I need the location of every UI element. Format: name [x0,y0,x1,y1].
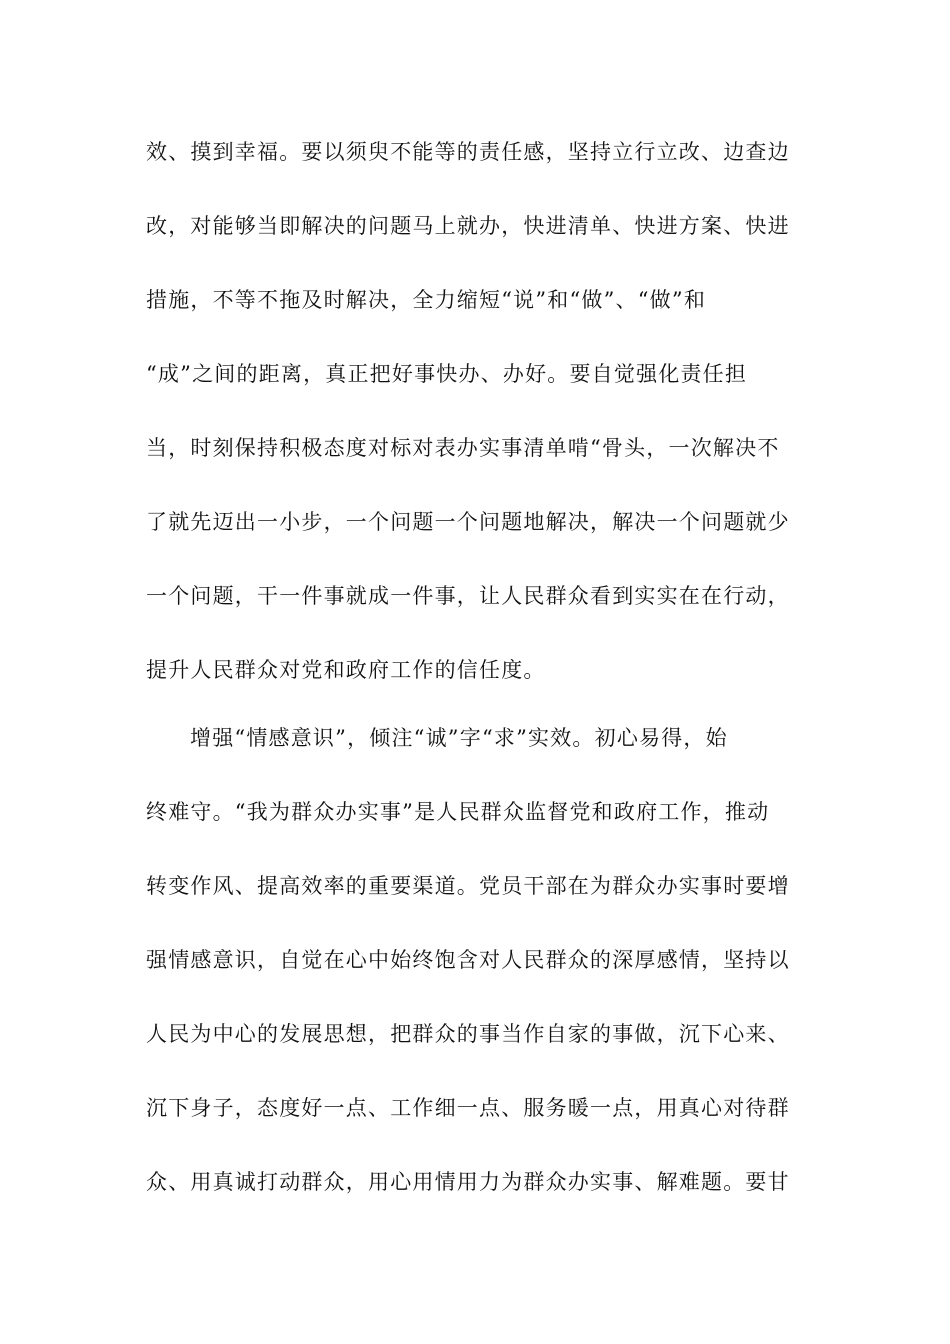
paragraph-first-line: 增强“情感意识”，倾注“诚”字“求”实效。初心易得，始 [190,726,728,750]
body-text-line: 当，时刻保持积极态度对标对表办实事清单啃“骨头，一次解决不 [146,436,780,460]
body-text-line: 提升人民群众对党和政府工作的信任度。 [146,658,546,682]
body-text-line: 一个问题，干一件事就成一件事，让人民群众看到实实在在行动， [146,584,790,608]
body-text-line: 效、摸到幸福。要以须臾不能等的责任感，坚持立行立改、边查边 [146,140,790,164]
body-text-line: 转变作风、提高效率的重要渠道。党员干部在为群众办实事时要增 [146,874,790,898]
body-text-line: 终难守。“我为群众办实事”是人民群众监督党和政府工作，推动 [146,800,770,824]
body-text-line: 措施，不等不拖及时解决，全力缩短“说”和“做”、“做”和 [146,288,707,312]
body-text-line: 众、用真诚打动群众，用心用情用力为群众办实事、解难题。要甘 [146,1170,790,1194]
body-text-line: 人民为中心的发展思想，把群众的事当作自家的事做，沉下心来、 [146,1022,790,1046]
body-text-line: 改，对能够当即解决的问题马上就办，快进清单、快进方案、快进 [146,214,790,238]
body-text-line: 沉下身子，态度好一点、工作细一点、服务暖一点，用真心对待群 [146,1096,790,1120]
body-text-line: 强情感意识，自觉在心中始终饱含对人民群众的深厚感情，坚持以 [146,948,790,972]
body-text-line: 了就先迈出一小步，一个问题一个问题地解决，解决一个问题就少 [146,510,790,534]
body-text-line: “成”之间的距离，真正把好事快办、办好。要自觉强化责任担 [146,362,748,386]
